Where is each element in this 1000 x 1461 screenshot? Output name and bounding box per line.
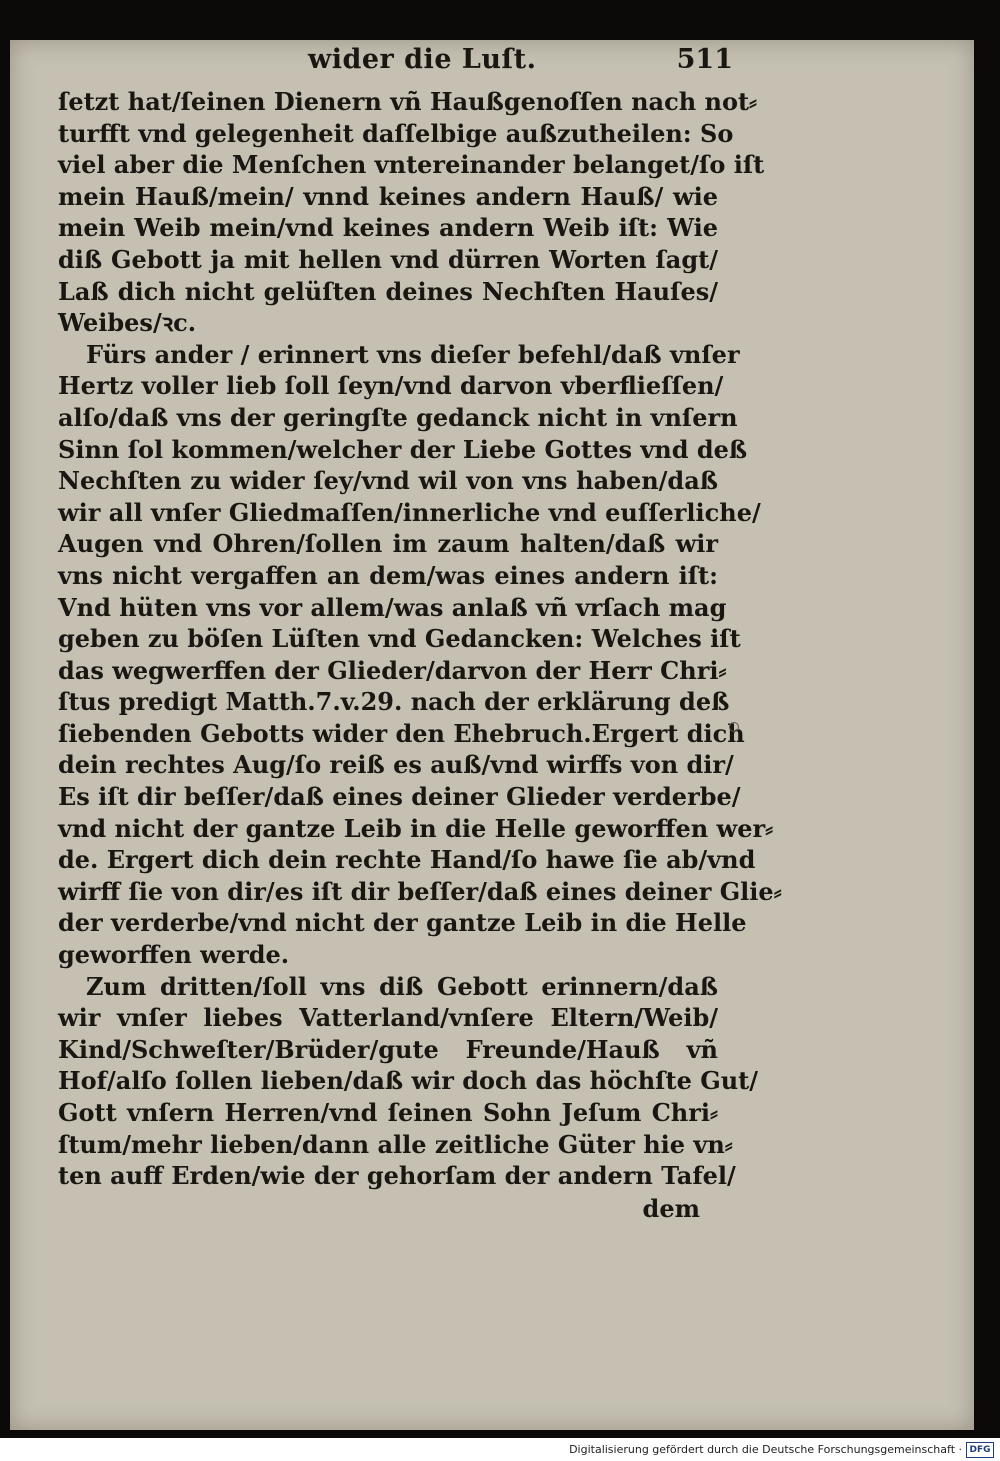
page-number: 511 (676, 44, 733, 75)
text-line: ſtum/mehr lieben/dann alle zeitliche Güter hie vn⸗ (58, 1129, 733, 1159)
text-line: geworffen werde. (58, 940, 290, 970)
text-line: Laß dich nicht gelüſten deines Nechſten Hauſes/ (58, 276, 718, 306)
text-line: wirff ſie von dir/es iſt dir beſſer/daß eines deiner Glie⸗ (58, 876, 782, 906)
text-line: mein Weib mein/vnd keines andern Weib iſt: Wie (58, 213, 718, 243)
text-line: wir all vnſer Gliedmaſſen/innerliche vnd euſſerliche/ (58, 497, 761, 527)
text-line: der verderbe/vnd nicht der gantze Leib in die Helle (58, 908, 747, 938)
text-line: Kind/Schweſter/Brüder/gute Freunde/Hauß vñ (58, 1034, 718, 1064)
text-line: Es iſt dir beſſer/daß eines deiner Glieder verderbe/ (58, 782, 741, 812)
text-line: ſtus predigt Matth.7.v.29. nach der erklärung deß (58, 687, 730, 717)
text-line: ſiebenden Gebotts wider den Ehebruch.Ergert dich (58, 718, 745, 748)
text-line: Fürs ander / erinnert vns dieſer befehl/daß vnſer (86, 339, 740, 369)
text-line: Vnd hüten vns vor allem/was anlaß vñ vrſach mag (58, 592, 727, 622)
text-line: vns nicht vergaffen an dem/was eines andern iſt: (58, 560, 718, 590)
text-line: das wegwerffen der Glieder/darvon der Herr Chri⸗ (58, 655, 727, 685)
credit-text: Digitalisierung gefördert durch die Deutsche Forschungsgemeinschaft · (569, 1443, 962, 1456)
text-line: viel aber die Menſchen vntereinander belanget/ſo iſt (58, 150, 765, 180)
credit-bar (0, 1438, 1000, 1461)
text-line: diß Gebott ja mit hellen vnd dürren Worten ſagt/ (58, 244, 718, 274)
text-line: Zum dritten/ſoll vns diß Gebott erinnern/daß (86, 971, 718, 1001)
margin-mark-icon (729, 722, 739, 732)
text-line: de. Ergert dich dein rechte Hand/ſo hawe ſie ab/vnd (58, 845, 756, 875)
page-header (58, 44, 733, 86)
body-text (58, 86, 782, 1192)
page-text-block (58, 44, 782, 1223)
text-line: mein Hauß/mein/ vnnd keines andern Hauß/ wie (58, 181, 718, 211)
text-line: wir vnſer liebes Vatterland/vnſere Eltern/Weib/ (58, 1003, 718, 1033)
catchword: dem (642, 1193, 700, 1223)
text-line: Sinn ſol kommen/welcher der Liebe Gottes vnd deß (58, 434, 748, 464)
text-line: Hof/alſo ſollen lieben/daß wir doch das höchſte Gut/ (58, 1066, 758, 1096)
text-line: Nechſten zu wider ſey/vnd wil von vns haben/daß (58, 466, 718, 496)
text-line: Hertz voller lieb ſoll ſeyn/vnd darvon vberflieſſen/ (58, 371, 724, 401)
text-line: dein rechtes Aug/ſo reiß es auß/vnd wirffs von dir/ (58, 750, 734, 780)
dfg-logo-icon: DFG (966, 1442, 994, 1458)
text-line: ſetzt hat/ſeinen Dienern vñ Haußgenoſſen nach not⸗ (58, 87, 758, 116)
text-line: turfft vnd gelegenheit daſſelbige außzutheilen: So (58, 118, 734, 148)
text-line: vnd nicht der gantze Leib in die Helle geworffen wer⸗ (58, 813, 774, 843)
text-line: Weibes/ꝛc. (58, 308, 197, 338)
text-line: Gott vnſern Herren/vnd ſeinen Sohn Jeſum Chri⸗ (58, 1098, 718, 1127)
text-line: alſo/daß vns der geringſte gedanck nicht in vnſern (58, 402, 738, 432)
running-title: wider die Luſt. (308, 44, 537, 75)
text-line: Augen vnd Ohren/ſollen im zaum halten/daß wir (58, 529, 718, 559)
text-line: geben zu böſen Lüſten vnd Gedancken: Welches iſt (58, 624, 741, 654)
text-line: ten auff Erden/wie der gehorſam der andern Tafel/ (58, 1161, 736, 1191)
